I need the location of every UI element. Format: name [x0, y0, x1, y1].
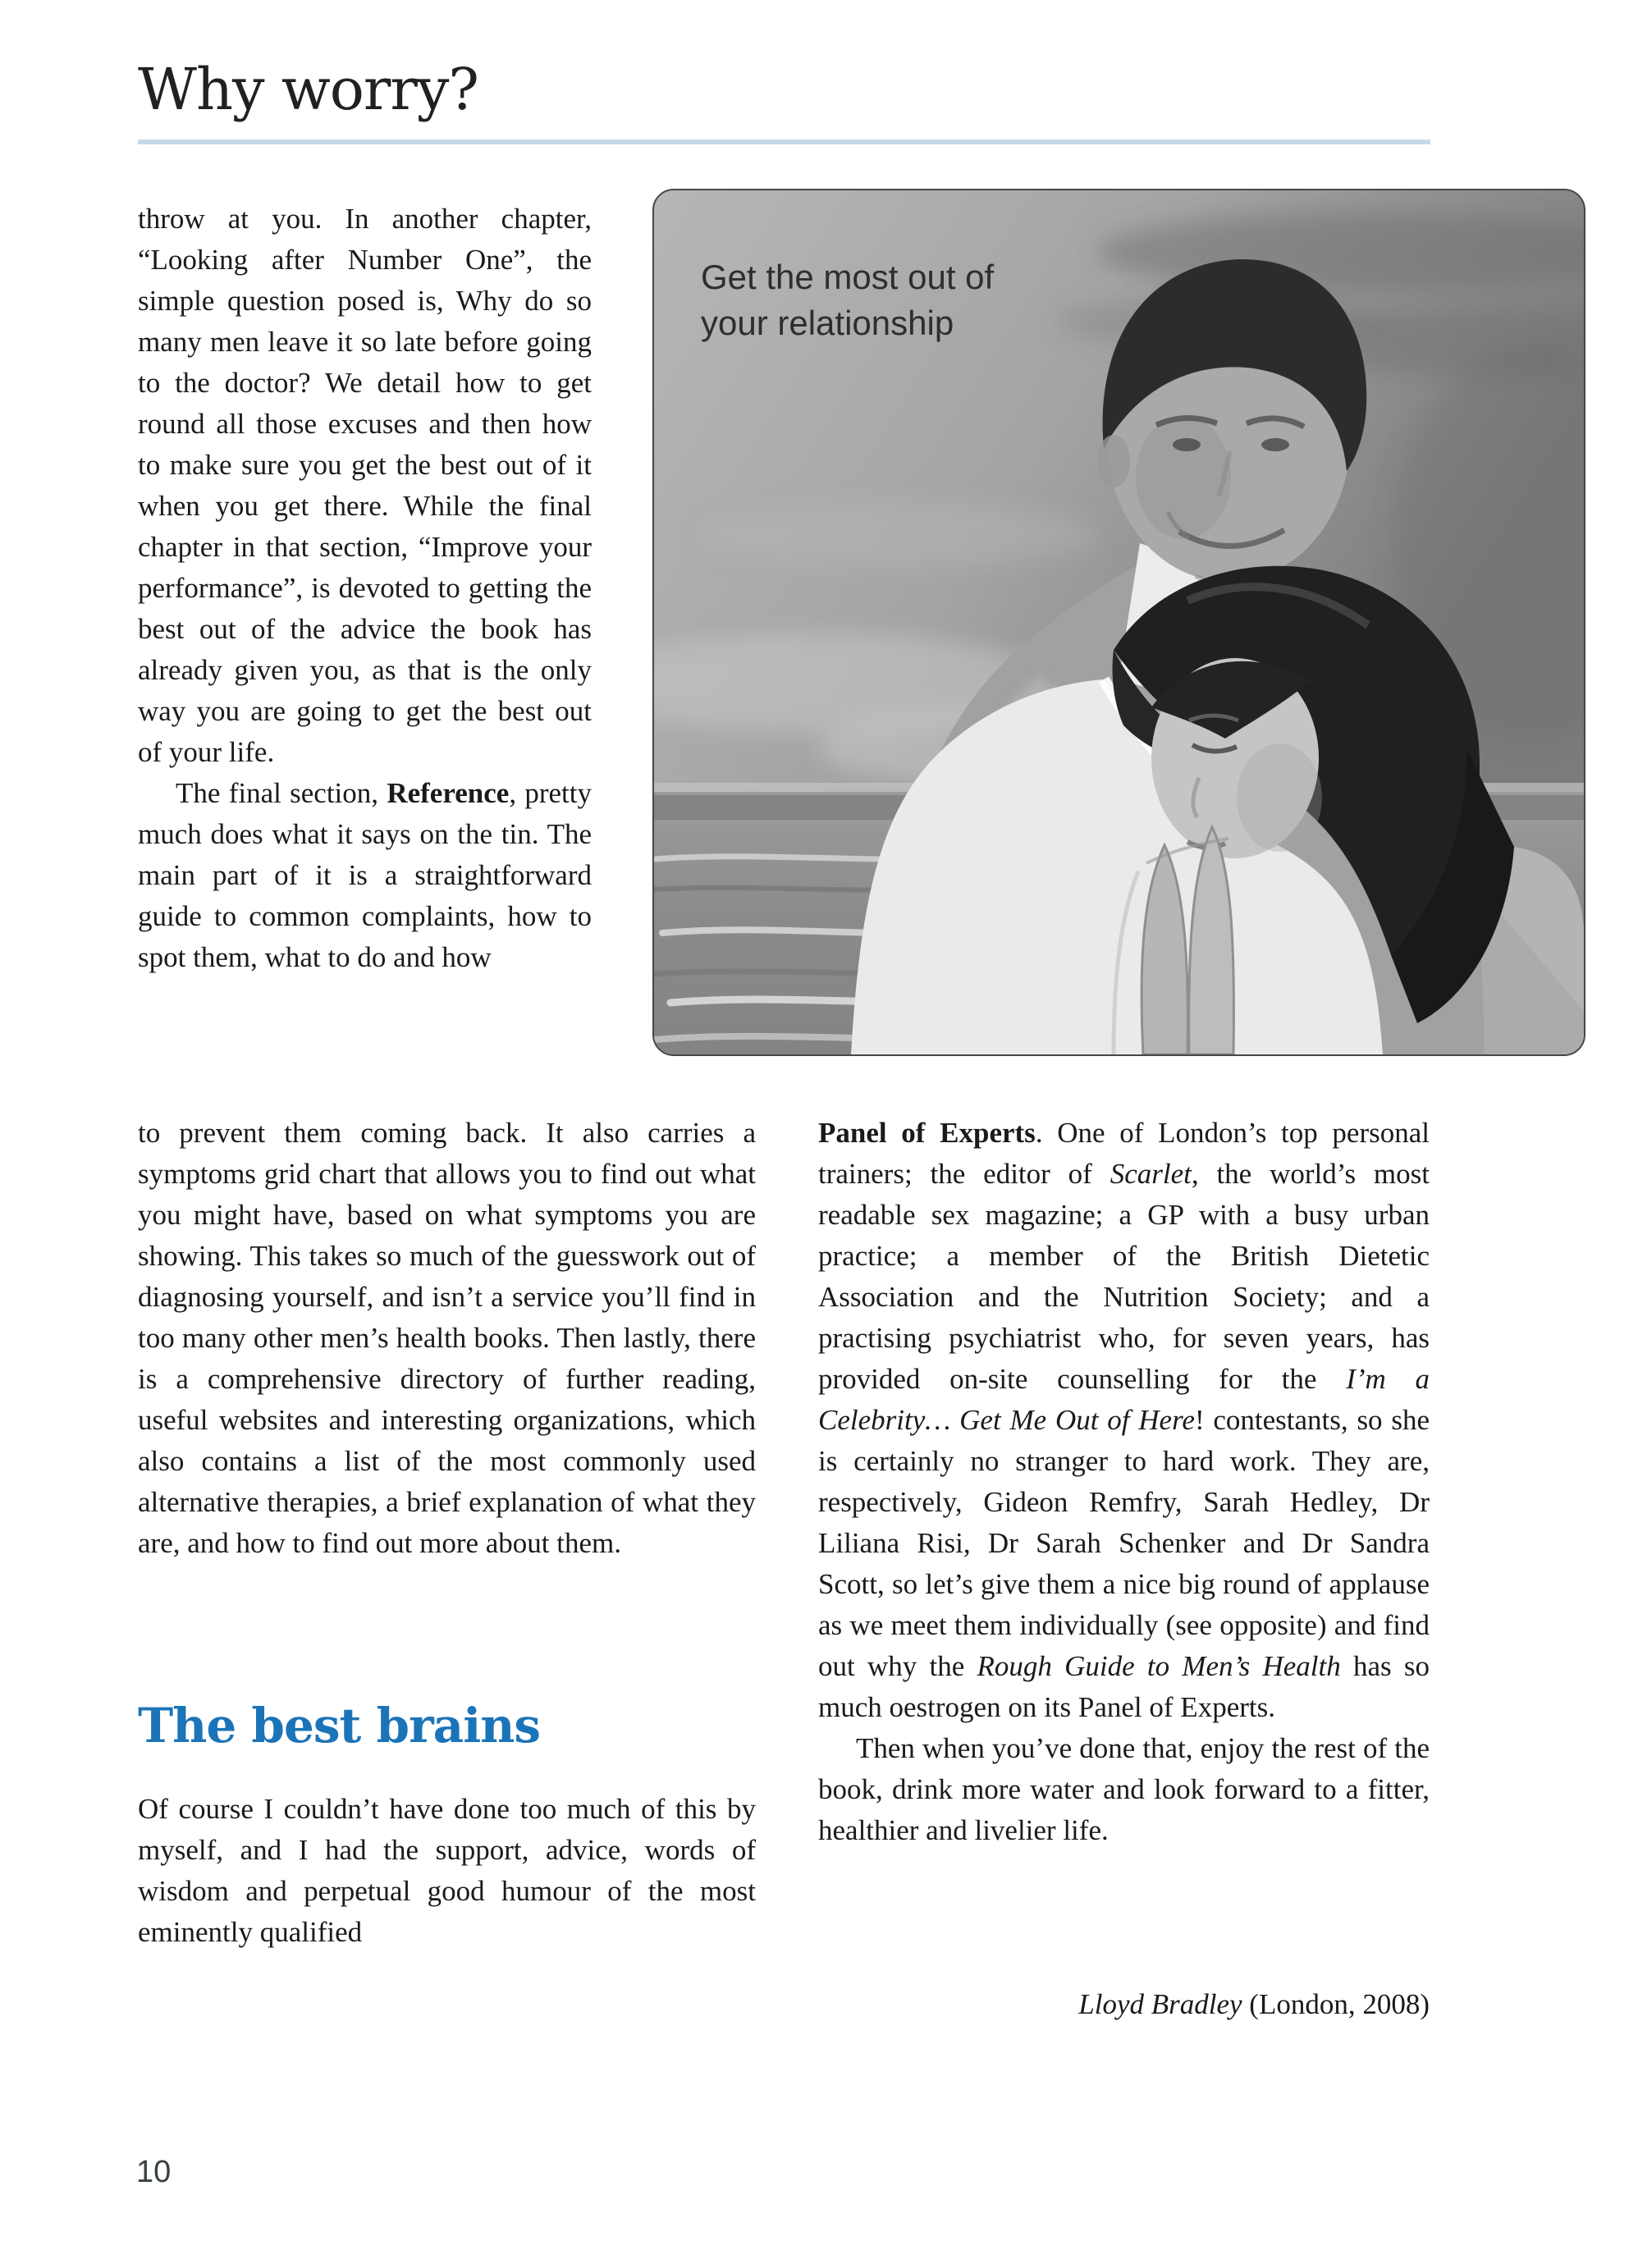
paragraph-reference: The final section, Reference, pretty much does what it says on the tin. The main part of it is a straightforward guide to common complaints, how to spot them, what to do and how	[138, 777, 592, 973]
beach-couple-photo	[652, 189, 1585, 1056]
paragraph-closing: Then when you’ve done that, enjoy the rest of the book, drink more water and look forward to a fitter, healthier and livelier life.	[818, 1732, 1430, 1846]
paragraph-intro: throw at you. In another chapter, “Looking after Number One”, the simple question posed is, Why do so many men leave it so late before going to the doctor? We detail how to get round all those excuses and then how to make sure you get the best out of it when you get there. While the final chapter in that section, “Improve your performance”, is devoted to getting the best out of the advice the book has already given you, as that is the only way you are going to get the best out of your life.	[138, 203, 592, 768]
section-heading: The best brains	[138, 1698, 541, 1754]
right-column	[818, 1113, 1430, 1851]
page-number: 10	[136, 2155, 172, 2189]
paragraph-panel-of-experts: Panel of Experts. One of London’s top personal trainers; the editor of Scarlet, the world’s most readable sex magazine; a GP with a busy urban practice; a member of the British Dietetic Association and the Nutrition Society; and a practising psychiatrist who, for seven years, has provided on-site counselling for the I’m a Celebrity… Get Me Out of Here! contestants, so she is certainly no stranger to hard work. They are, respectively, Gideon Remfry, Sarah Hedley, Dr Liliana Risi, Dr Sarah Schenker and Dr Sandra Scott, so let’s give them a nice big round of applause as we meet them individually (see opposite) and find out why the Rough Guide to Men’s Health has so much oestrogen on its Panel of Experts.	[818, 1117, 1430, 1723]
intro-column	[138, 199, 592, 978]
photo-caption	[701, 254, 994, 346]
photo-caption-line1: Get the most out of	[701, 258, 995, 296]
full-left-column	[138, 1113, 756, 1564]
paragraph-best-brains: Of course I couldn’t have done too much of this by myself, and I had the support, advice, words of wisdom and perpetual good humour of the most eminently qualified	[138, 1793, 756, 1948]
signature: Lloyd Bradley (London, 2008)	[1078, 1988, 1430, 2020]
photo-caption-line2: your relationship	[701, 304, 954, 342]
left-column-lower	[138, 1789, 756, 1953]
title-rule	[138, 139, 1430, 144]
paragraph-reference-continued: to prevent them coming back. It also carries a symptoms grid chart that allows you to find out what you might have, based on what symptoms you are showing. This takes so much of the guesswork out of diagnosing yourself, and isn’t a service you’ll find in too many other men’s health books. Then lastly, there is a comprehensive directory of further reading, useful websites and interesting organizations, which also contains a list of the most commonly used alternative therapies, a brief explanation of what they are, and how to find out more about them.	[138, 1117, 756, 1559]
page-title: Why worry?	[138, 56, 478, 123]
